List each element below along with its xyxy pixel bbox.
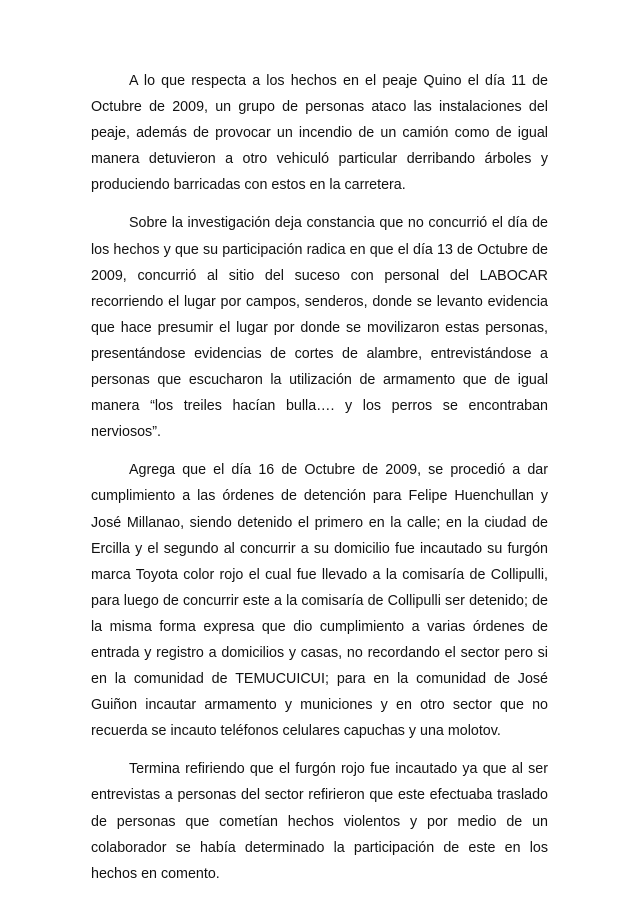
paragraph-investigacion: Sobre la investigación deja constancia que no concurrió el día de los hechos y que su participación radica en que el día 13 de Octubre de 2009, concurrió al sitio del suceso con personal del LABOCAR recorriendo el lugar por campos, senderos, donde se levanto evidencia que hace presumir el lugar por donde se movilizaron estas personas, presentándose evidencias de cortes de alambre, entrevistándose a personas que escucharon la utilización de armamento que de igual manera “los treiles hacían bulla…. y los perros se encontraban nerviosos”. bbox=[91, 215, 548, 441]
document-body bbox=[91, 68, 548, 899]
paragraph-peaje-quino: A lo que respecta a los hechos en el peaje Quino el día 11 de Octubre de 2009, un grupo de personas ataco las instalaciones del peaje, además de provocar un incendio de un camión como de igual manera detuvieron a otro vehiculó particular derribando árboles y produciendo barricadas con estos en la carretera. bbox=[91, 73, 548, 194]
paragraph-conclusion: Termina refiriendo que el furgón rojo fue incautado ya que al ser entrevistas a personas del sector refirieron que este efectuaba traslado de personas que cometían hechos violentos y por medio de un colaborador se había determinado la participación de este en los hechos en comento. bbox=[91, 761, 548, 882]
paragraph-detenciones: Agrega que el día 16 de Octubre de 2009, se procedió a dar cumplimiento a las órdenes de detención para Felipe Huenchullan y José Millanao, siendo detenido el primero en la calle; en la ciudad de Ercilla y el segundo al concurrir a su domicilio fue incautado su furgón marca Toyota color rojo el cual fue llevado a la comisaría de Collipulli, para luego de concurrir este a la comisaría de Collipulli ser detenido; de la misma forma expresa que dio cumplimiento a varias órdenes de entrada y registro a domicilios y casas, no recordando el sector pero si en la comunidad de TEMUCUICUI; para en la comunidad de José Guiñon incautar armamento y municiones y en otro sector que no recuerda se incauto teléfonos celulares capuchas y una molotov. bbox=[91, 462, 548, 740]
